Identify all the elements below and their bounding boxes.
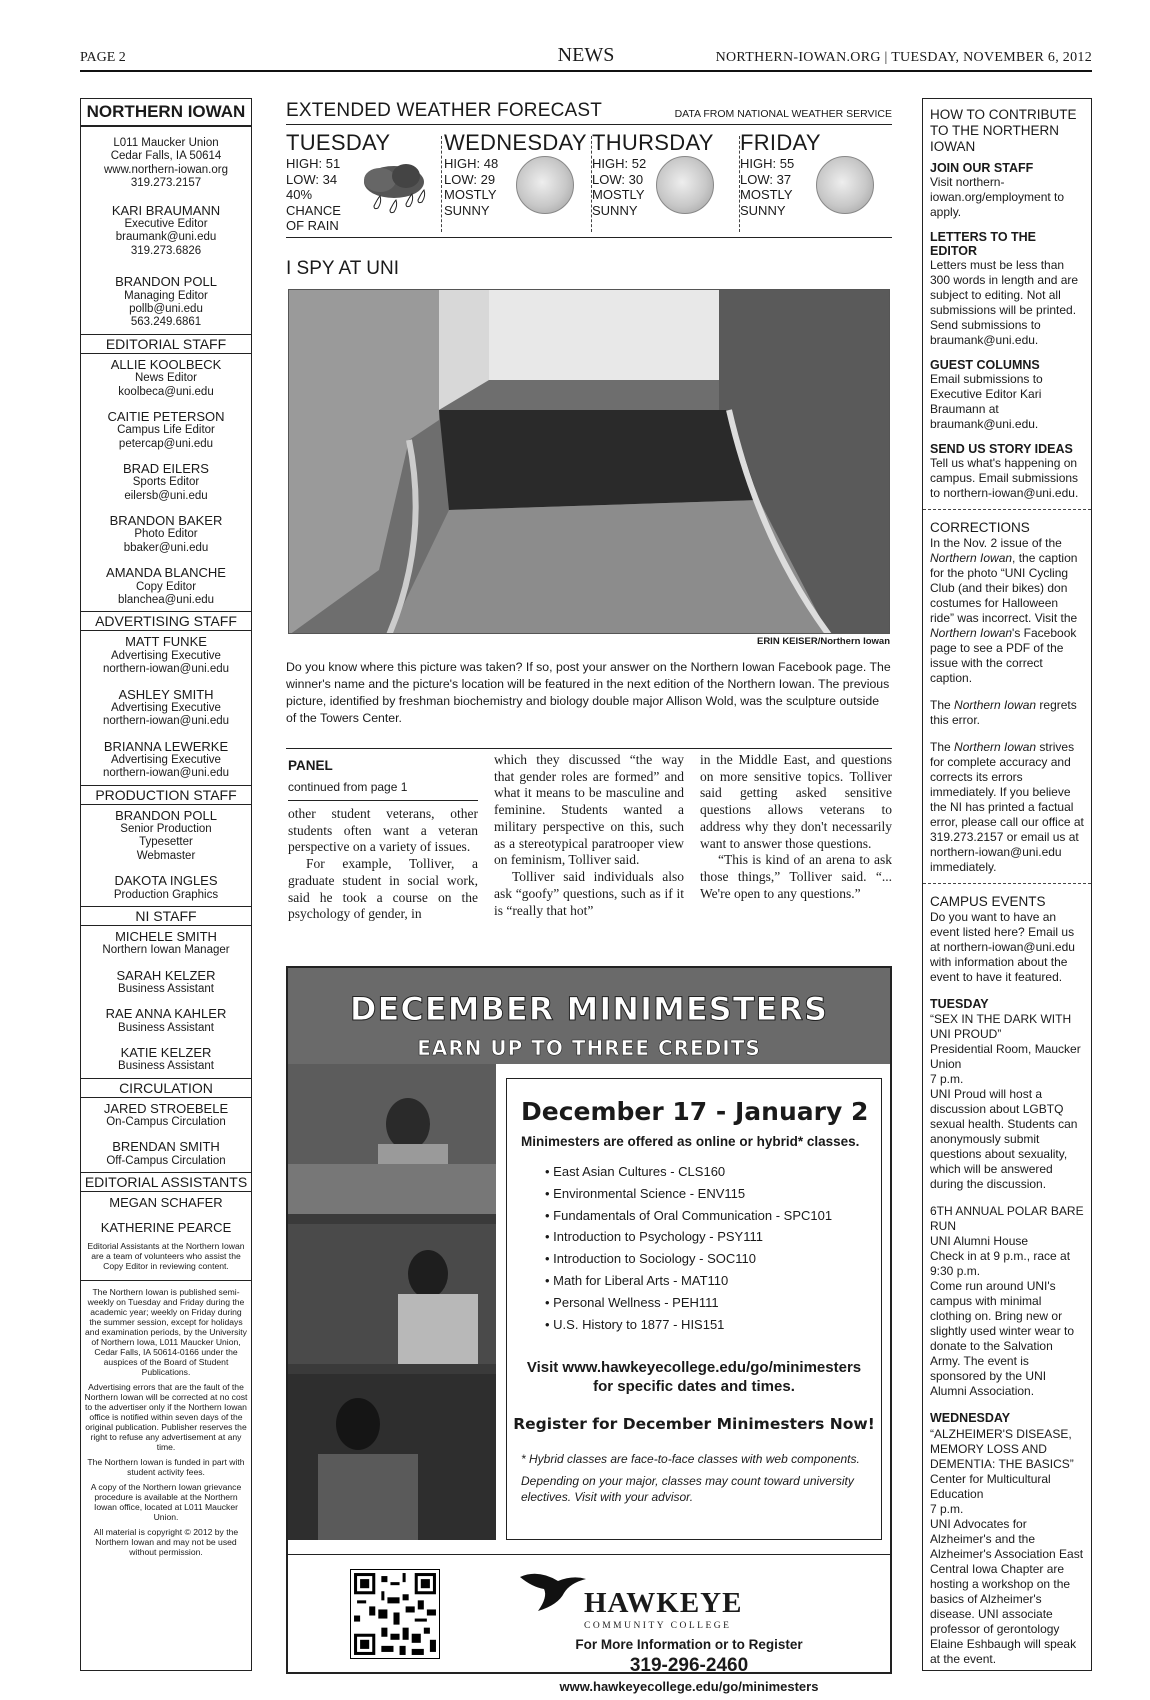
person-email[interactable]: pollb@uni.edu <box>129 303 203 316</box>
story-column <box>494 752 684 919</box>
event-desc: UNI Proud will host a discussion about LGBTQ sexual health. Students can anonymously submit questions about sexuality, which will be answered during the discussion. <box>930 1087 1078 1192</box>
person-name: KATIE KELZER <box>120 1045 212 1060</box>
publication-note: The Northern Iowan is funded in part with student activity fees. <box>87 1456 245 1477</box>
publication-note: All material is copyright © 2012 by the Northern Iowan and may not be used without permission. <box>93 1526 239 1557</box>
forecast-day <box>286 130 434 234</box>
person-role: Photo Editor <box>134 528 198 541</box>
staff-entry <box>81 968 251 997</box>
sidebar-divider <box>923 509 1091 510</box>
high-temp: HIGH: 48 <box>444 156 499 171</box>
story-continued: continued from page 1 <box>288 780 408 794</box>
page-header <box>80 44 1092 72</box>
event-place: Center for Multicultural Education <box>930 1471 1051 1501</box>
college-name: HAWKEYE <box>584 1587 743 1619</box>
corrections-heading: CORRECTIONS <box>930 519 1030 535</box>
ad-fine-print <box>521 1451 881 1506</box>
masthead-address <box>81 137 251 191</box>
ad-more-info: For More Information or to Register <box>575 1637 803 1652</box>
person-role: Senior Production <box>120 823 212 836</box>
ad-dates: December 17 - January 2 <box>521 1097 869 1126</box>
person-name: RAE ANNA KAHLER <box>105 1006 227 1022</box>
person-role: Off-Campus Circulation <box>106 1154 226 1167</box>
course-item: • Environmental Science - ENV115 <box>545 1185 746 1201</box>
person-name: JARED STROEBELE <box>103 1100 229 1116</box>
story-paragraph: which they discussed “the way that gender roles are formed” and what it means to be masculine and feminine. Students wanted a military perspective on this, such as a stereotypical paratrooper view on feminism, Tolliver said. <box>494 752 684 868</box>
person-name: BRENDAN SMITH <box>112 1139 220 1155</box>
event-item <box>930 997 1085 1193</box>
person-email[interactable]: bbaker@uni.edu <box>123 541 209 554</box>
condition: MOSTLY <box>444 187 497 203</box>
staff-section-heading: CIRCULATION <box>81 1078 251 1098</box>
publication-notes <box>81 1280 251 1557</box>
page-number: PAGE 2 <box>80 50 126 65</box>
staff-entry <box>81 513 251 555</box>
masthead <box>80 98 252 1671</box>
event-place: UNI Alumni House <box>930 1234 1029 1249</box>
person-phone: 563.249.6861 <box>130 316 202 329</box>
person-role: Campus Life Editor <box>117 424 215 437</box>
staff-section-heading: PRODUCTION STAFF <box>81 785 251 805</box>
condition: SUNNY <box>740 202 786 218</box>
person-name: MEGAN SCHAFER <box>109 1194 223 1210</box>
staff-entry <box>81 461 251 503</box>
course-item: • Personal Wellness - PEH111 <box>545 1294 719 1310</box>
weather-forecast <box>286 100 892 246</box>
story-paragraph: in the Middle East, and questions on more sensitive topics. Tolliver said getting asked sensitive questions allows veterans to address why they don't necessarily want to answer those questions. <box>700 752 892 851</box>
ad-register: Register for December Minimesters Now! <box>513 1414 875 1433</box>
contribute-item-heading: LETTERS TO THE EDITOR <box>930 229 1037 258</box>
contribute-item-heading: JOIN OUR STAFF <box>930 160 1034 175</box>
website-link[interactable]: www.northern-iowan.org <box>103 163 228 176</box>
person-name: MATT FUNKE <box>125 634 207 650</box>
day-name: TUESDAY <box>286 130 391 155</box>
staff-section-heading: EDITORIAL ASSISTANTS <box>81 1172 251 1192</box>
qr-code-icon[interactable] <box>350 1569 440 1659</box>
course-list <box>545 1161 881 1336</box>
regrets-text: The Northern Iowan regrets this error. <box>930 697 1077 727</box>
contribute-item-text: Tell us what's happening on campus. Email submissions to northern-iowan@uni.edu. <box>930 455 1079 500</box>
high-temp: HIGH: 52 <box>592 156 647 171</box>
day-name: THURSDAY <box>592 130 714 155</box>
ad-phone[interactable]: 319-296-2460 <box>629 1655 749 1676</box>
condition: CHANCE <box>286 202 341 218</box>
corrections-text: In the Nov. 2 issue of the Northern Iowan, the caption for the photo “UNI Cycling Club (and their bikes) don costumes for Halloween ride” was incorrect. Visit the Northern Iowan's Facebook page to see a PDF of the issue with the correct caption. <box>930 535 1078 685</box>
editor-entry <box>81 203 251 259</box>
low-temp: LOW: 30 <box>592 171 644 187</box>
story-paragraph: Tolliver said individuals also ask “goofy” questions, such as if it is “really that hot” <box>494 869 684 918</box>
event-title: 6TH ANNUAL POLAR BARE RUN <box>930 1204 1084 1234</box>
person-phone: 319.273.6826 <box>130 244 202 257</box>
person-email[interactable]: blanchea@uni.edu <box>117 594 215 607</box>
day-name: FRIDAY <box>740 130 821 155</box>
ad-subhead: EARN UP TO THREE CREDITS <box>417 1036 761 1060</box>
staff-entry <box>81 1195 251 1210</box>
staff-entry <box>81 1220 251 1235</box>
event-place: Presidential Room, Maucker Union <box>930 1042 1081 1072</box>
forecast-day <box>444 130 587 234</box>
person-email[interactable]: petercap@uni.edu <box>118 437 214 450</box>
ad-headline: DECEMBER MINIMESTERS <box>349 990 829 1028</box>
fine-print-line: * Hybrid classes are face-to-face classes with web components. <box>521 1451 860 1466</box>
low-temp: LOW: 29 <box>444 171 496 187</box>
person-name: MICHELE SMITH <box>115 929 217 945</box>
events-intro: Do you want to have an event listed here? Email us at northern-iowan@uni.edu with information about the event to have it featured. <box>930 909 1075 984</box>
section-name: NEWS <box>557 44 615 66</box>
weather-source: DATA FROM NATIONAL WEATHER SERVICE <box>674 108 892 120</box>
right-sidebar <box>922 98 1092 1671</box>
person-name: ASHLEY SMITH <box>118 686 214 702</box>
event-item <box>930 1411 1085 1667</box>
ispy-title: I SPY AT UNI <box>286 258 399 279</box>
day-name: WEDNESDAY <box>444 130 587 155</box>
ad-photos <box>288 1064 496 1540</box>
person-role: On-Campus Circulation <box>106 1115 226 1128</box>
ad-formats: Minimesters are offered as online or hybrid* classes. <box>521 1134 860 1149</box>
event-title: “SEX IN THE DARK WITH UNI PROUD” <box>930 1012 1072 1042</box>
visit-line: for specific dates and times. <box>593 1378 795 1396</box>
ad-hero <box>288 968 890 1064</box>
sun-icon <box>656 156 714 214</box>
person-email[interactable]: eilersb@uni.edu <box>124 489 208 502</box>
person-name: BRIANNA LEWERKE <box>103 738 229 754</box>
site-date: NORTHERN-IOWAN.ORG | TUESDAY, NOVEMBER 6, 2012 <box>715 50 1092 65</box>
day-divider <box>441 136 442 232</box>
contribute-item-text: Visit northern-iowan.org/employment to apply. <box>930 174 1065 219</box>
staff-entry <box>81 634 251 676</box>
condition: OF RAIN <box>286 218 339 234</box>
publication-note: A copy of the Northern Iowan grievance procedure is available at the Northern Iowan office, located at L011 Maucker Union. <box>90 1481 242 1522</box>
staff-section-heading: EDITORIAL STAFF <box>81 334 251 354</box>
person-name: CAITIE PETERSON <box>107 409 225 425</box>
person-email[interactable]: koolbeca@uni.edu <box>118 385 214 398</box>
phone-number: 319.273.2157 <box>130 177 202 190</box>
staff-entry <box>81 687 251 729</box>
fine-print-line: Depending on your major, classes may count toward university electives. Visit with your advisor. <box>521 1473 854 1504</box>
story-column <box>700 752 892 903</box>
course-item: • Math for Liberal Arts - MAT110 <box>545 1273 729 1289</box>
events-list <box>930 997 1085 1667</box>
person-name: BRANDON POLL <box>115 274 217 290</box>
forecast-day <box>592 130 732 234</box>
story-paragraph: other student veterans, other students often want a veteran perspective on a variety of issues. <box>288 806 478 855</box>
photo-credit: ERIN KEISER/Northern Iowan <box>756 636 890 647</box>
low-temp: LOW: 37 <box>740 171 792 187</box>
person-role: Webmaster <box>136 849 196 862</box>
person-name: BRANDON POLL <box>115 807 217 823</box>
college-subtitle: COMMUNITY COLLEGE <box>584 1621 732 1631</box>
assistants-note: Editorial Assistants at the Northern Iowan are a team of volunteers who assist the Copy Editor in reviewing content. <box>87 1241 245 1272</box>
high-temp: HIGH: 55 <box>740 156 795 171</box>
person-email[interactable]: northern-iowan@uni.edu <box>102 715 230 728</box>
person-role: News Editor <box>135 372 197 385</box>
story-heading: PANEL <box>288 758 333 773</box>
sun-icon <box>516 156 574 214</box>
staff-entry <box>81 929 251 958</box>
high-temp: HIGH: 51 <box>286 156 341 171</box>
event-desc: Come run around UNI's campus with minimal clothing on. Bring new or slightly used winter wear to donate to the Salvation Army. The event is sponsored by the UNI Alumni Association. <box>930 1279 1075 1399</box>
ispy-caption: Do you know where this picture was taken? If so, post your answer on the Northern Iowan Facebook page. The winner's name and the picture's location will be featured in the next edition of the Northern Iowan. The previous picture, identified by freshman biochemistry and biology double major Allison Wold, was the sculpture outside of the Towers Center. <box>286 660 891 725</box>
event-time: 7 p.m. <box>930 1072 964 1087</box>
ad-footer <box>288 1554 890 1694</box>
staff-entry <box>81 1139 251 1168</box>
staff-section-heading: NI STAFF <box>81 906 251 926</box>
person-role: Advertising Executive <box>111 701 221 714</box>
condition: SUNNY <box>592 202 638 218</box>
course-item: • East Asian Cultures - CLS160 <box>545 1164 726 1179</box>
event-time: 7 p.m. <box>930 1501 964 1516</box>
sun-icon <box>816 156 874 214</box>
sidebar-divider <box>923 883 1091 884</box>
person-name: DAKOTA INGLES <box>114 873 218 889</box>
rain-cloud-icon <box>354 158 434 228</box>
staff-entry <box>81 357 251 399</box>
contribute-item-text: Email submissions to Executive Editor Kari Braumann at braumank@uni.edu. <box>930 371 1043 431</box>
event-day: TUESDAY <box>930 996 989 1011</box>
person-name: BRAD EILERS <box>123 461 209 477</box>
forecast-days <box>286 130 892 238</box>
staff-entry <box>81 1101 251 1130</box>
course-item: • Introduction to Sociology - SOC110 <box>545 1251 756 1267</box>
person-role: Executive Editor <box>124 218 208 231</box>
person-email[interactable]: northern-iowan@uni.edu <box>102 663 230 676</box>
condition: SUNNY <box>444 202 490 218</box>
hawk-icon <box>518 1567 588 1617</box>
ad-info-box <box>506 1078 882 1540</box>
person-role: Business Assistant <box>118 982 214 995</box>
ad-url[interactable]: www.hawkeyecollege.edu/go/minimesters <box>559 1679 819 1694</box>
story-subrule <box>288 800 478 801</box>
forecast-day <box>740 130 890 234</box>
story-paragraph: For example, Tolliver, a graduate student in social work, said he took a course on the psychology of gender, in <box>288 856 478 922</box>
person-email[interactable]: northern-iowan@uni.edu <box>102 767 230 780</box>
staff-entry <box>81 808 251 864</box>
staff-section-heading: ADVERTISING STAFF <box>81 611 251 631</box>
event-time: Check in at 9 p.m., race at 9:30 p.m. <box>930 1249 1071 1279</box>
accuracy-text: The Northern Iowan strives for complete accuracy and corrects its errors immediately. If you believe the NI has printed a factual error, please call our office at 319.273.2157 or email us at northern-iowan@uni.edu immediately. <box>930 739 1084 874</box>
visit-line: Visit www.hawkeyecollege.edu/go/minimesters <box>526 1358 862 1376</box>
person-role: Copy Editor <box>135 580 197 593</box>
publication-note: Advertising errors that are the fault of the Northern Iowan will be corrected at no cost to the advertiser only if the Northern Iowan office is notified within seven days of the original publication. Publisher reserves the right to refuse any advertisement at any time. <box>84 1382 248 1452</box>
story-rule <box>286 748 892 749</box>
address-line: L011 Maucker Union <box>113 137 219 149</box>
person-name: KATHERINE PEARCE <box>100 1220 232 1236</box>
course-item: • Introduction to Psychology - PSY111 <box>545 1229 763 1245</box>
publication-note: The Northern Iowan is published semi-weekly on Tuesday and Friday during the academic year; weekly on Friday during the summer session, except for holidays and examination periods, by the University of Northern Iowa, L011 Maucker Union, Cedar Falls, IA 50614-0166 under the auspices of the Board of Student Publications. <box>85 1287 247 1378</box>
person-role: Advertising Executive <box>111 753 221 766</box>
staff-entry <box>81 739 251 781</box>
person-role: Managing Editor <box>124 289 208 302</box>
ispy-photo <box>288 289 890 634</box>
weather-title: EXTENDED WEATHER FORECAST <box>286 100 892 125</box>
staff-entry <box>81 409 251 451</box>
ad-visit[interactable] <box>507 1358 881 1397</box>
minimesters-ad <box>286 966 892 1694</box>
person-role: Business Assistant <box>118 1060 214 1073</box>
course-item: • Fundamentals of Oral Communication - SPC101 <box>545 1207 833 1223</box>
person-name: AMANDA BLANCHE <box>106 565 226 581</box>
person-role: Advertising Executive <box>111 649 221 662</box>
person-email[interactable]: braumank@uni.edu <box>115 231 217 244</box>
person-name: SARAH KELZER <box>116 967 216 983</box>
staff-entry <box>81 873 251 902</box>
person-role: Sports Editor <box>132 476 200 489</box>
condition: MOSTLY <box>592 187 645 203</box>
person-name: BRANDON BAKER <box>109 513 223 529</box>
condition: MOSTLY <box>740 187 793 203</box>
events-heading: CAMPUS EVENTS <box>930 893 1046 909</box>
person-name: KARI BRAUMANN <box>111 202 221 218</box>
event-title: “ALZHEIMER'S DISEASE, MEMORY LOSS AND DEMENTIA: THE BASICS” <box>930 1426 1074 1471</box>
event-day: WEDNESDAY <box>930 1411 1011 1426</box>
contribute-heading: HOW TO CONTRIBUTE TO THE NORTHERN IOWAN <box>930 107 1077 154</box>
event-item <box>930 1204 1085 1399</box>
staff-sections <box>81 334 251 1235</box>
story-paragraph: “This is kind of an arena to ask those things,” Tolliver said. “... We're open to any questions.” <box>700 852 892 901</box>
person-role: Production Graphics <box>113 888 219 901</box>
low-temp: LOW: 34 <box>286 171 338 187</box>
person-name: ALLIE KOOLBECK <box>110 356 222 372</box>
editor-entry <box>81 274 251 330</box>
event-desc: UNI Advocates for Alzheimer's and the Alzheimer's Association East Central Iowa Chapter are hosting a workshop on the basics of Alzheimer's disease. UNI associate professor of gerontology Elaine Eshbaugh will speak at the event. <box>930 1516 1084 1666</box>
person-role: Northern Iowan Manager <box>102 944 230 957</box>
story-column <box>288 806 478 923</box>
contribute-item-heading: SEND US STORY IDEAS <box>930 441 1073 456</box>
staff-entry <box>81 1045 251 1074</box>
person-role: Business Assistant <box>118 1021 214 1034</box>
masthead-title: NORTHERN IOWAN <box>81 99 251 127</box>
course-item: • U.S. History to 1877 - HIS151 <box>545 1316 725 1332</box>
person-role: Typesetter <box>139 836 193 849</box>
staff-entry <box>81 1006 251 1035</box>
address-line: Cedar Falls, IA 50614 <box>110 150 222 163</box>
contribute-item-heading: GUEST COLUMNS <box>930 357 1040 372</box>
staff-entry <box>81 565 251 607</box>
condition: 40% <box>286 187 313 203</box>
contribute-item-text: Letters must be less than 300 words in length and are subject to editing. Not all submissions will be printed. Send submissions to braumank@uni.edu. <box>930 257 1079 347</box>
